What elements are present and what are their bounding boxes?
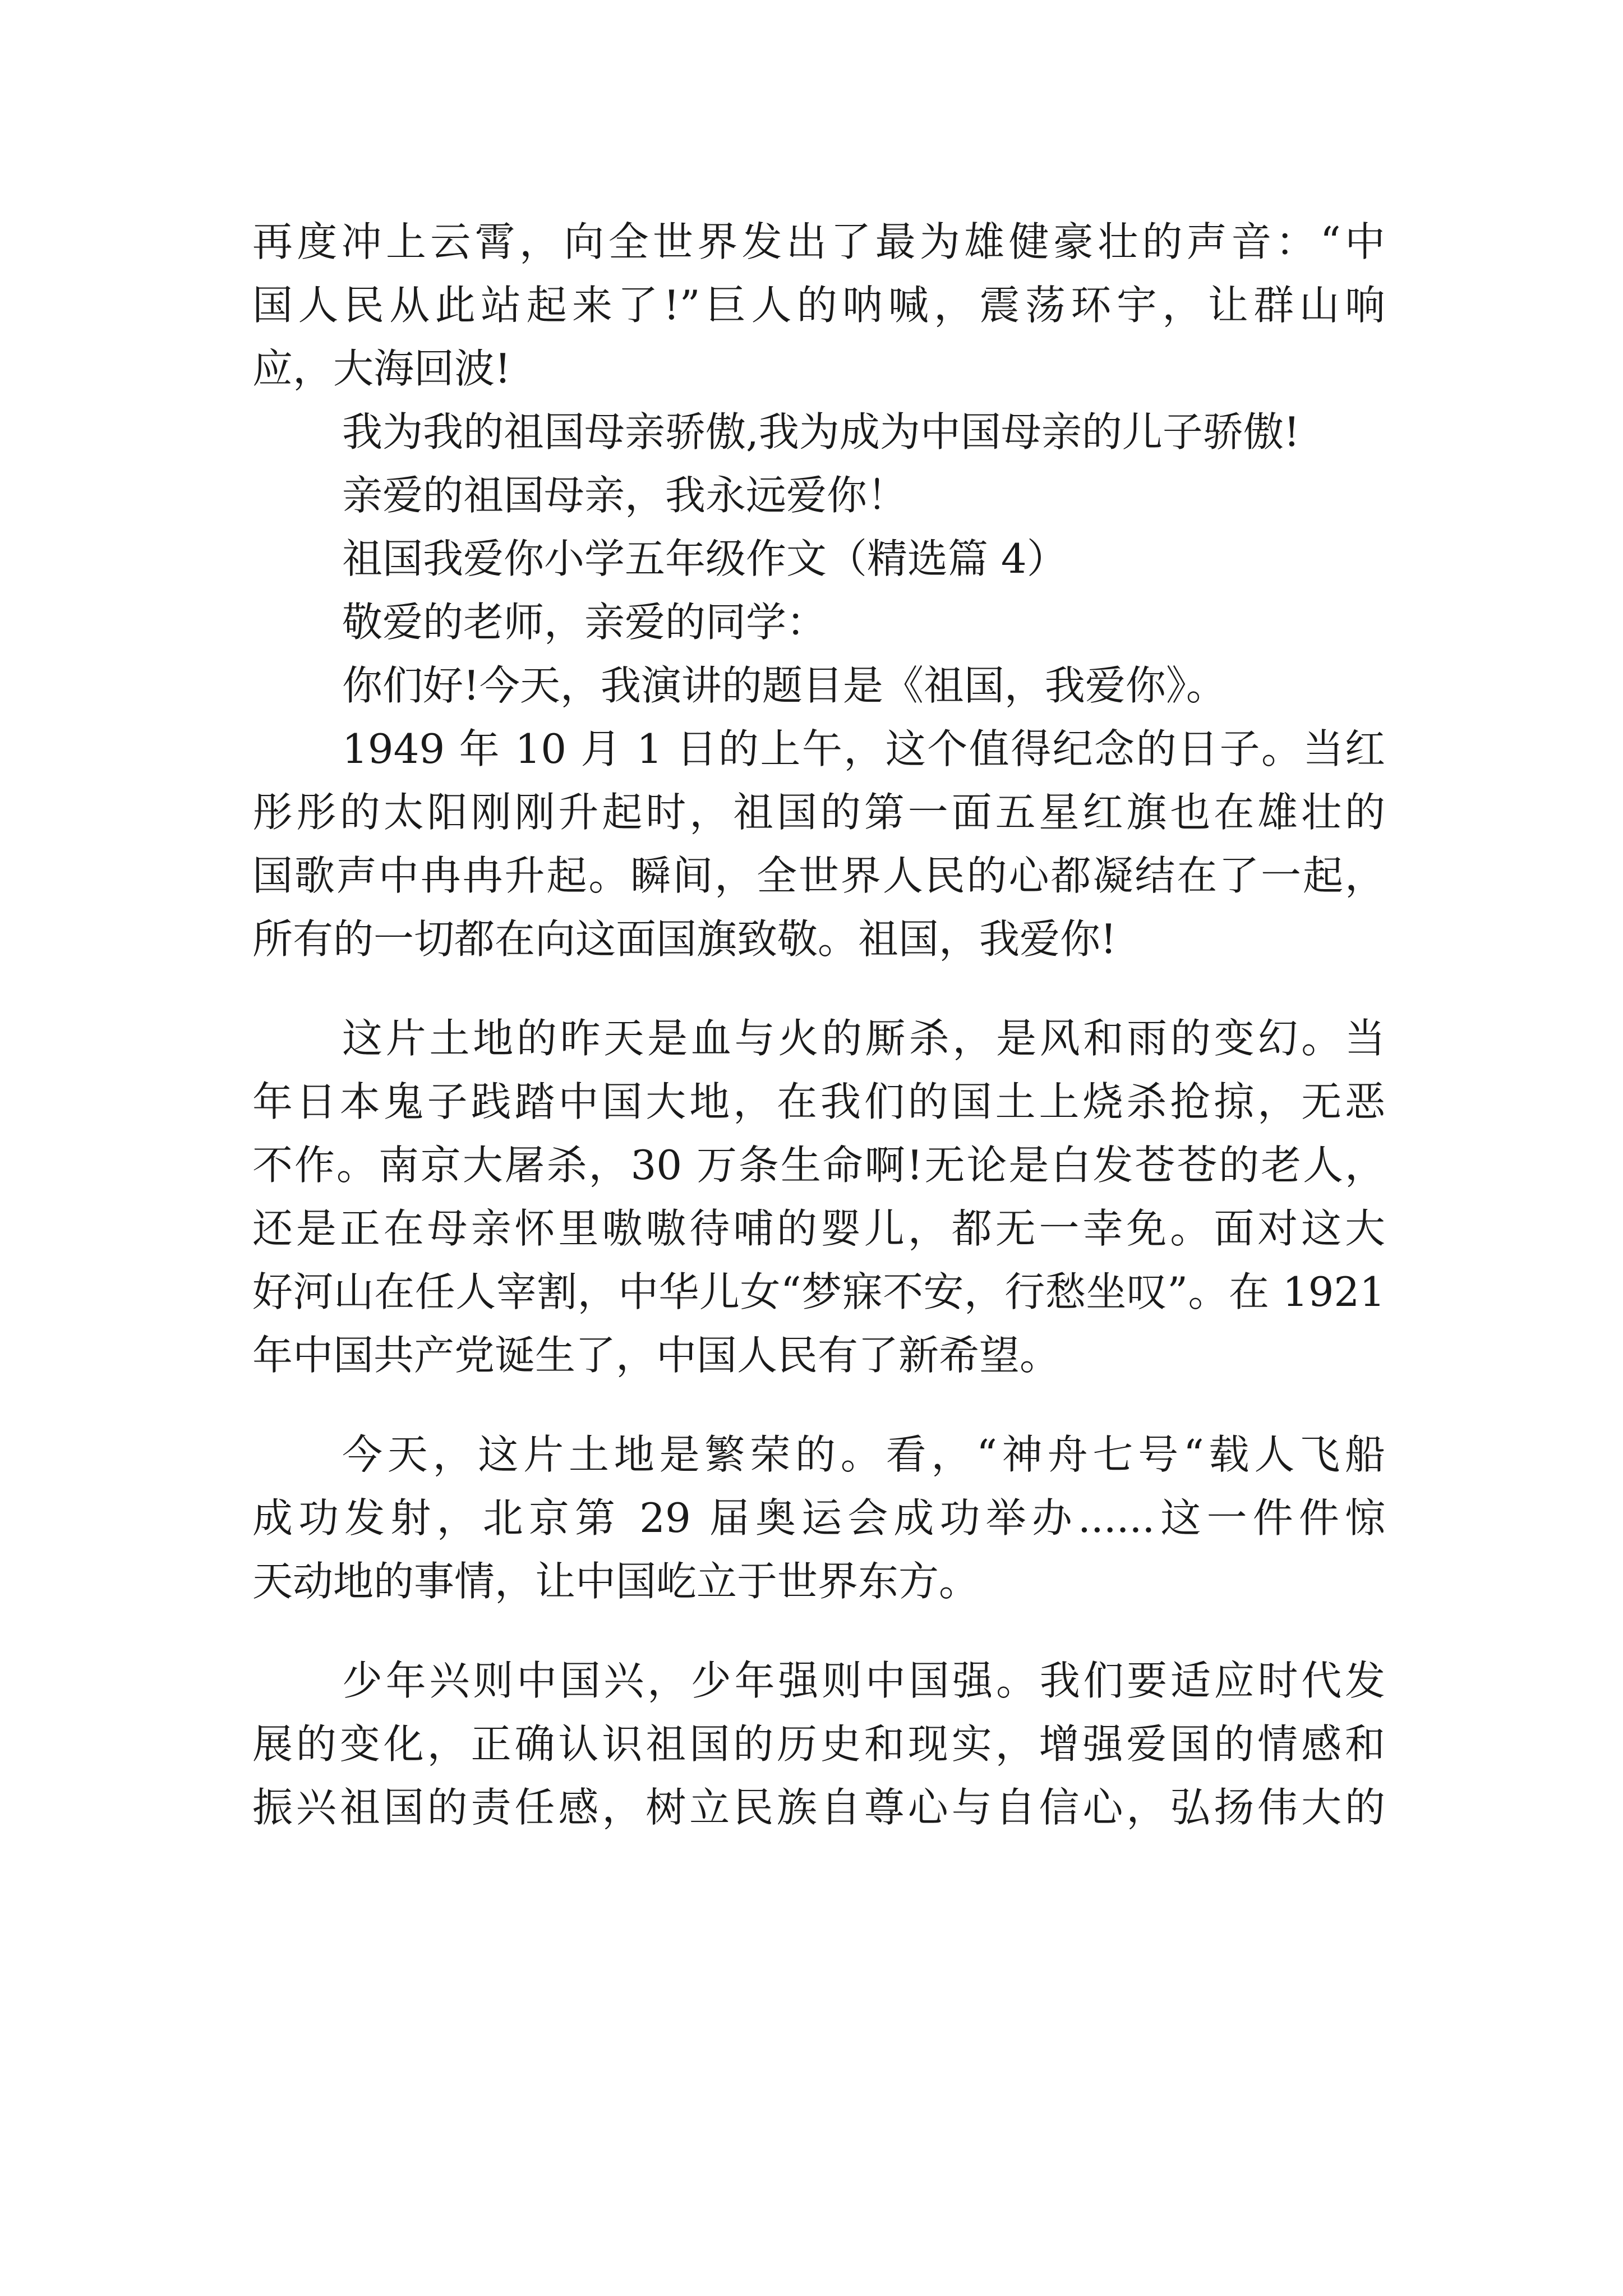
text-line: 国人民从此站起来了!”巨人的呐喊，震荡环宇，让群山响 bbox=[252, 282, 1385, 329]
text-line: 展的变化，正确认识祖国的历史和现实，增强爱国的情感和 bbox=[252, 1720, 1385, 1768]
text-line: 你们好!今天，我演讲的题目是《祖国，我爱你》。 bbox=[342, 662, 1227, 709]
paragraph bbox=[252, 1423, 1385, 1613]
text-line: 今天，这片土地是繁荣的。看，“神舟七号“载人飞船 bbox=[342, 1431, 1385, 1478]
text-line: 成功发射，北京第 29 届奥运会成功举办......这一件件惊 bbox=[252, 1494, 1385, 1542]
text-line: 这片土地的昨天是血与火的厮杀，是风和雨的变幻。当 bbox=[342, 1015, 1385, 1062]
section-heading bbox=[252, 527, 1385, 591]
text-line: 振兴祖国的责任感，树立民族自尊心与自信心，弘扬伟大的 bbox=[252, 1784, 1385, 1831]
paragraph bbox=[252, 1007, 1385, 1387]
text-line: 彤彤的太阳刚刚升起时，祖国的第一面五星红旗也在雄壮的 bbox=[252, 789, 1385, 836]
paragraph bbox=[252, 210, 1385, 401]
paragraph bbox=[252, 654, 1385, 717]
text-line: 再度冲上云霄，向全世界发出了最为雄健豪壮的声音：“中 bbox=[252, 218, 1385, 265]
text-line: 天动地的事情，让中国屹立于世界东方。 bbox=[252, 1558, 980, 1605]
paragraph bbox=[252, 591, 1385, 654]
document-body bbox=[252, 210, 1385, 1839]
text-line: 年中国共产党诞生了，中国人民有了新希望。 bbox=[252, 1332, 1061, 1379]
paragraph bbox=[252, 464, 1385, 527]
text-line: 少年兴则中国兴，少年强则中国强。我们要适应时代发 bbox=[342, 1657, 1385, 1704]
text-line: 1949 年 10 月 1 日的上午，这个值得纪念的日子。当红 bbox=[342, 725, 1385, 772]
paragraph bbox=[252, 1649, 1385, 1839]
text-line: 年日本鬼子践踏中国大地，在我们的国土上烧杀抢掠，无恶 bbox=[252, 1078, 1385, 1125]
text-line: 还是正在母亲怀里嗷嗷待哺的婴儿，都无一幸免。面对这大 bbox=[252, 1205, 1385, 1252]
paragraph bbox=[252, 401, 1385, 464]
text-line: 敬爱的老师，亲爱的同学： bbox=[342, 599, 827, 646]
text-line: 祖国我爱你小学五年级作文（精选篇 4） bbox=[342, 535, 1067, 582]
text-line: 我为我的祖国母亲骄傲,我为成为中国母亲的儿子骄傲! bbox=[342, 408, 1300, 455]
text-line: 应，大海回波! bbox=[252, 345, 511, 392]
text-line: 国歌声中冉冉升起。瞬间，全世界人民的心都凝结在了一起， bbox=[252, 852, 1385, 899]
text-line: 好河山在任人宰割，中华儿女“梦寐不安，行愁坐叹”。在 1921 bbox=[252, 1268, 1385, 1315]
text-line: 亲爱的祖国母亲，我永远爱你！ bbox=[342, 472, 908, 519]
paragraph bbox=[252, 717, 1385, 971]
text-line: 不作。南京大屠杀，30 万条生命啊!无论是白发苍苍的老人， bbox=[252, 1142, 1385, 1189]
text-line: 所有的一切都在向这面国旗致敬。祖国，我爱你! bbox=[252, 915, 1117, 963]
